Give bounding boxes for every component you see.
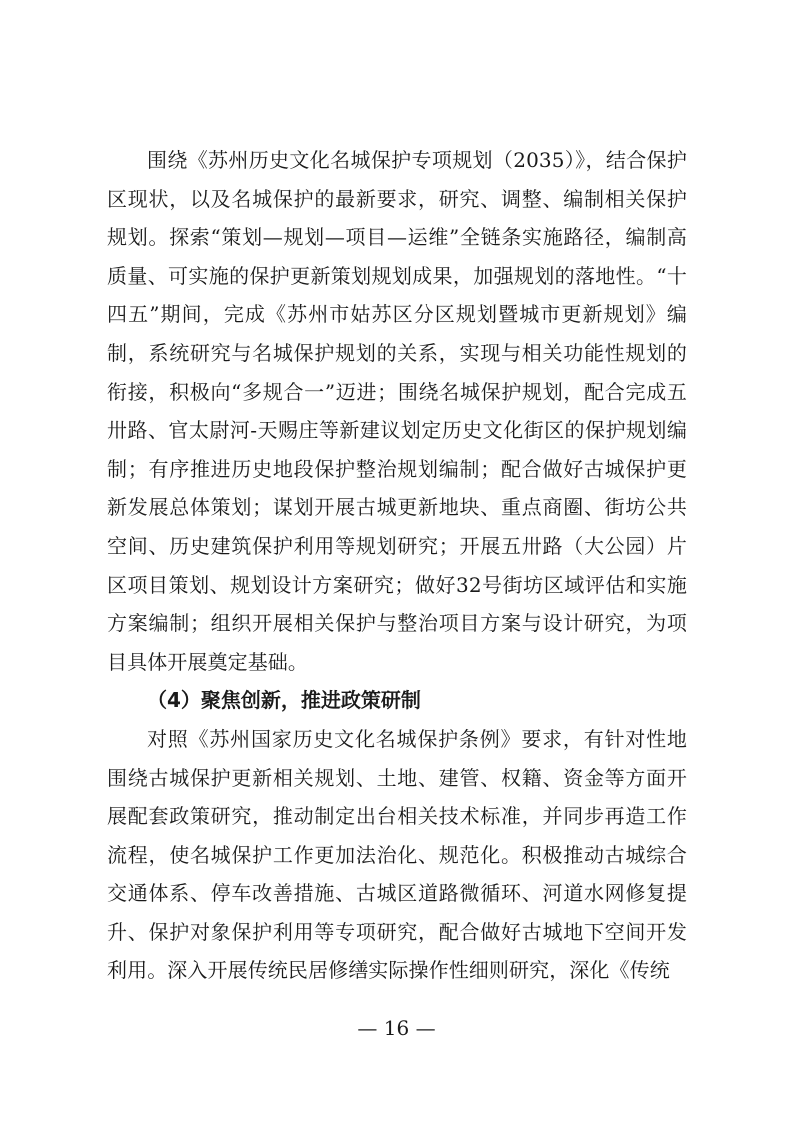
paragraph-policy: 对照《苏州国家历史文化名城保护条例》要求，有针对性地围绕古城保护更新相关规划、土地、建管、权籍、资金等方面开展配套政策研究，推动制定出台相关技术标准，并同步再造工作流程，使名城保护工作更加法治化、规范化。积极推动古城综合交通体系、停车改善措施、古城区道路微循环、河道水网修复提升、保护对象保护利用等专项研究，配合做好古城地下空间开发利用。深入开展传统民居修缮实际操作性细则研究，深化《传统 <box>107 726 687 983</box>
section-heading: （4）聚焦创新，推进政策研制 <box>147 688 421 713</box>
page-body <box>107 141 687 990</box>
paragraph-planning: 围绕《苏州历史文化名城保护专项规划（2035）》，结合保护区现状，以及名城保护的最新要求，研究、调整、编制相关保护规划。探索“策划—规划—项目—运维”全链条实施路径，编制高质量、可实施的保护更新策划规划成果，加强规划的落地性。“十四五”期间，完成《苏州市姑苏区分区规划暨城市更新规划》编制，系统研究与名城保护规划的关系，实现与相关功能性规划的衔接，积极向“多规合一”迈进；围绕名城保护规划，配合完成五卅路、官太尉河-天赐庄等新建议划定历史文化街区的保护规划编制；有序推进历史地段保护整治规划编制；配合做好古城保护更新发展总体策划；谋划开展古城更新地块、重点商圈、街坊公共空间、历史建筑保护利用等规划研究；开展五卅路（大公园）片区项目策划、规划设计方案研究；做好32号街坊区域评估和实施方案编制；组织开展相关保护与整治项目方案与设计研究，为项目具体开展奠定基础。 <box>107 148 687 674</box>
page-number: — 16 — <box>357 1016 436 1040</box>
